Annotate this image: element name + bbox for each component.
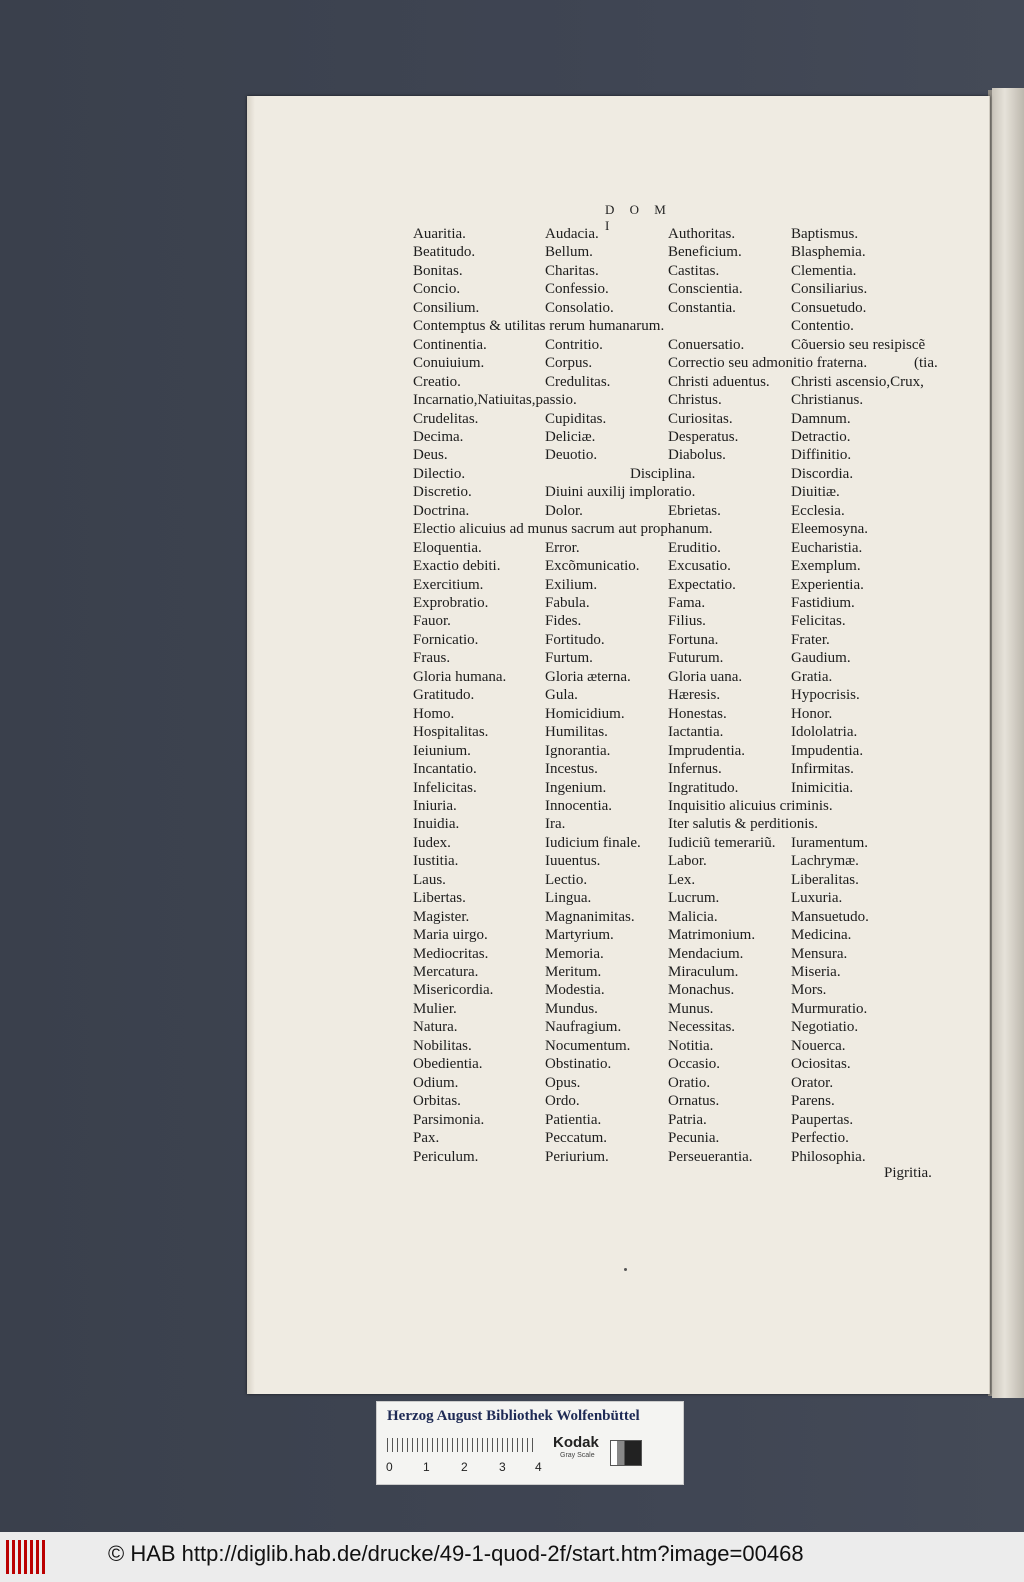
- index-term: Incestus.: [545, 761, 598, 777]
- index-term: Charitas.: [545, 263, 599, 279]
- index-term: Crudelitas.: [413, 411, 479, 427]
- index-term: Inimicitia.: [791, 780, 854, 796]
- index-term: Fornicatio.: [413, 632, 479, 648]
- index-term: Continentia.: [413, 337, 487, 353]
- index-term: Castitas.: [668, 263, 720, 279]
- ruler-number: 1: [423, 1460, 430, 1474]
- index-term: Filius.: [668, 613, 706, 629]
- index-term: Paupertas.: [791, 1112, 854, 1128]
- index-term: Misericordia.: [413, 982, 494, 998]
- index-term: Lucrum.: [668, 890, 720, 906]
- index-term: Fama.: [668, 595, 706, 611]
- hab-logo-icon: [6, 1540, 46, 1574]
- ruler-number: 2: [461, 1460, 468, 1474]
- running-head: D O M I: [605, 202, 672, 233]
- index-term: Ebrietas.: [668, 503, 721, 519]
- index-term: Philosophia.: [791, 1149, 866, 1165]
- index-term: Gula.: [545, 687, 578, 703]
- index-term: Futurum.: [668, 650, 724, 666]
- index-term: Contemptus & utilitas rerum humanarum.: [413, 318, 665, 334]
- index-term: Eucharistia.: [791, 540, 863, 556]
- index-term: Diabolus.: [668, 447, 726, 463]
- index-term: Ingratitudo.: [668, 780, 739, 796]
- index-term: Hæresis.: [668, 687, 721, 703]
- index-term: Auaritia.: [413, 226, 466, 242]
- index-term: Perfectio.: [791, 1130, 849, 1146]
- index-term: Consolatio.: [545, 300, 614, 316]
- index-term: Eloquentia.: [413, 540, 482, 556]
- index-term: Cupiditas.: [545, 411, 607, 427]
- index-term: Exprobratio.: [413, 595, 489, 611]
- index-term: Mediocritas.: [413, 946, 489, 962]
- index-term: Exilium.: [545, 577, 598, 593]
- index-term: Confessio.: [545, 281, 609, 297]
- index-term: Ieiunium.: [413, 743, 471, 759]
- index-term: Modestia.: [545, 982, 605, 998]
- index-term: Doctrina.: [413, 503, 470, 519]
- ruler-number: 3: [499, 1460, 506, 1474]
- index-term: Discretio.: [413, 484, 472, 500]
- index-term: Monachus.: [668, 982, 735, 998]
- index-term: Munus.: [668, 1001, 714, 1017]
- index-term: Periurium.: [545, 1149, 609, 1165]
- index-term: Fides.: [545, 613, 582, 629]
- index-term: Martyrium.: [545, 927, 614, 943]
- index-term: Meritum.: [545, 964, 602, 980]
- source-url-text[interactable]: © HAB http://diglib.hab.de/drucke/49-1-quod-2f/start.htm?image=00468: [108, 1541, 804, 1566]
- index-term: Damnum.: [791, 411, 851, 427]
- index-term: Lectio.: [545, 872, 588, 888]
- index-term: Notitia.: [668, 1038, 714, 1054]
- index-term: Conuiuium.: [413, 355, 485, 371]
- index-term: Honestas.: [668, 706, 727, 722]
- index-term: Miraculum.: [668, 964, 739, 980]
- index-term: Deus.: [413, 447, 448, 463]
- index-term: Orator.: [791, 1075, 834, 1091]
- index-term: Contritio.: [545, 337, 603, 353]
- index-term: Credulitas.: [545, 374, 611, 390]
- index-term: Orbitas.: [413, 1093, 461, 1109]
- index-term: Lachrymæ.: [791, 853, 859, 869]
- index-term: Necessitas.: [668, 1019, 736, 1035]
- index-term: Gloria humana.: [413, 669, 507, 685]
- index-term: Excõmunicatio.: [545, 558, 640, 574]
- index-term: Ira.: [545, 816, 566, 832]
- index-term: Matrimonium.: [668, 927, 756, 943]
- index-term: Iudicium finale.: [545, 835, 641, 851]
- index-term: Gloria æterna.: [545, 669, 631, 685]
- index-term: Patria.: [668, 1112, 707, 1128]
- index-term: Mercatura.: [413, 964, 479, 980]
- index-term: Correctio seu admonitio fraterna.: [668, 355, 868, 371]
- index-term: Lingua.: [545, 890, 592, 906]
- index-term: Pax.: [413, 1130, 440, 1146]
- index-term: Iudex.: [413, 835, 451, 851]
- index-term: Beatitudo.: [413, 244, 476, 260]
- index-term: Expectatio.: [668, 577, 736, 593]
- index-term: Homicidium.: [545, 706, 625, 722]
- index-term: Detractio.: [791, 429, 851, 445]
- index-term: Ociositas.: [791, 1056, 851, 1072]
- index-term: Naufragium.: [545, 1019, 622, 1035]
- index-term: Incantatio.: [413, 761, 477, 777]
- index-term: Periculum.: [413, 1149, 479, 1165]
- index-term: Contentio.: [791, 318, 854, 334]
- index-term: Audacia.: [545, 226, 599, 242]
- index-term: Innocentia.: [545, 798, 613, 814]
- index-term: Memoria.: [545, 946, 604, 962]
- index-term: Imprudentia.: [668, 743, 746, 759]
- index-term: Maria uirgo.: [413, 927, 488, 943]
- index-term: Murmuratio.: [791, 1001, 868, 1017]
- index-term: Concio.: [413, 281, 461, 297]
- index-term: Dilectio.: [413, 466, 466, 482]
- index-term: Consilium.: [413, 300, 480, 316]
- index-term: Diffinitio.: [791, 447, 852, 463]
- index-term: Blasphemia.: [791, 244, 866, 260]
- index-term: Christus.: [668, 392, 722, 408]
- index-term: Baptismus.: [791, 226, 859, 242]
- index-term: Iudiciũ temerariũ.: [668, 835, 776, 851]
- kodak-brand: Kodak: [553, 1434, 599, 1451]
- index-term: Eleemosyna.: [791, 521, 869, 537]
- index-term: Magnanimitas.: [545, 909, 635, 925]
- index-term: Oratio.: [668, 1075, 711, 1091]
- index-term: Inuidia.: [413, 816, 460, 832]
- index-term: Infelicitas.: [413, 780, 477, 796]
- index-term: Clementia.: [791, 263, 857, 279]
- index-term: Gratitudo.: [413, 687, 475, 703]
- index-term: Laus.: [413, 872, 446, 888]
- index-term: Natura.: [413, 1019, 458, 1035]
- index-term: Iniuria.: [413, 798, 457, 814]
- index-term: Cõuersio seu resipiscẽ: [791, 337, 926, 353]
- index-term: Constantia.: [668, 300, 736, 316]
- index-term: Odium.: [413, 1075, 459, 1091]
- index-term: Honor.: [791, 706, 833, 722]
- index-term: Perseuerantia.: [668, 1149, 753, 1165]
- index-term: Fastidium.: [791, 595, 855, 611]
- next-page-strip: [992, 88, 1024, 1398]
- index-term: Fraus.: [413, 650, 451, 666]
- index-term: Hospitalitas.: [413, 724, 489, 740]
- index-term: Iter salutis & perditionis.: [668, 816, 818, 832]
- index-term: Christi aduentus.: [668, 374, 770, 390]
- index-term: Iactantia.: [668, 724, 724, 740]
- index-term: Disciplina.: [630, 466, 696, 482]
- index-term: Creatio.: [413, 374, 461, 390]
- index-term: Gloria uana.: [668, 669, 743, 685]
- index-term: Occasio.: [668, 1056, 721, 1072]
- index-term: Frater.: [791, 632, 830, 648]
- index-term: Felicitas.: [791, 613, 846, 629]
- index-term: Liberalitas.: [791, 872, 859, 888]
- index-term: Curiositas.: [668, 411, 733, 427]
- ruler-number: 4: [535, 1460, 542, 1474]
- index-term: Infernus.: [668, 761, 722, 777]
- index-term: Electio alicuius ad munus sacrum aut prophanum.: [413, 521, 713, 537]
- index-term: Medicina.: [791, 927, 852, 943]
- gray-scale-label: Gray Scale: [560, 1452, 595, 1459]
- index-term: Parsimonia.: [413, 1112, 485, 1128]
- index-term: Mensura.: [791, 946, 848, 962]
- index-term: Pecunia.: [668, 1130, 720, 1146]
- color-bar: [376, 1401, 684, 1485]
- footer-bar: [0, 1532, 1024, 1582]
- index-term: Obstinatio.: [545, 1056, 612, 1072]
- index-term: Bonitas.: [413, 263, 463, 279]
- index-term: Nocumentum.: [545, 1038, 631, 1054]
- index-term: Desperatus.: [668, 429, 739, 445]
- index-term: Beneficium.: [668, 244, 742, 260]
- index-term: Malicia.: [668, 909, 718, 925]
- index-term: Conscientia.: [668, 281, 743, 297]
- index-term: Exactio debiti.: [413, 558, 501, 574]
- index-term: Iuuentus.: [545, 853, 601, 869]
- book-page: [247, 96, 990, 1394]
- index-term: Incarnatio,Natiuitas,passio.: [413, 392, 577, 408]
- index-term: Mendacium.: [668, 946, 744, 962]
- index-term: Iustitia.: [413, 853, 459, 869]
- index-term: Obedientia.: [413, 1056, 483, 1072]
- library-name: Herzog August Bibliothek Wolfenbüttel: [387, 1408, 640, 1424]
- index-term: Bellum.: [545, 244, 593, 260]
- index-term: Authoritas.: [668, 226, 736, 242]
- index-term: Ornatus.: [668, 1093, 720, 1109]
- index-term: Lex.: [668, 872, 696, 888]
- gray-swatch: [610, 1440, 642, 1466]
- index-term: Impudentia.: [791, 743, 864, 759]
- index-term: Experientia.: [791, 577, 864, 593]
- index-term: Christi ascensio,Crux,: [791, 374, 924, 390]
- index-term: Ignorantia.: [545, 743, 611, 759]
- index-term: Dolor.: [545, 503, 583, 519]
- index-term: Decima.: [413, 429, 464, 445]
- index-term: Diuini auxilij imploratio.: [545, 484, 696, 500]
- index-term: Furtum.: [545, 650, 593, 666]
- index-term: Mansuetudo.: [791, 909, 869, 925]
- index-term: Diuitiæ.: [791, 484, 840, 500]
- index-term: Idololatria.: [791, 724, 858, 740]
- index-term: Inquisitio alicuius criminis.: [668, 798, 833, 814]
- index-term: Mundus.: [545, 1001, 598, 1017]
- index-term: Iuramentum.: [791, 835, 869, 851]
- index-term: Fortuna.: [668, 632, 719, 648]
- index-term: Patientia.: [545, 1112, 602, 1128]
- index-term: Discordia.: [791, 466, 854, 482]
- index-term: Libertas.: [413, 890, 466, 906]
- ruler-number: 0: [386, 1460, 393, 1474]
- index-term: Exemplum.: [791, 558, 861, 574]
- index-term: Fortitudo.: [545, 632, 605, 648]
- index-term: Labor.: [668, 853, 707, 869]
- index-term: Opus.: [545, 1075, 581, 1091]
- index-term: Luxuria.: [791, 890, 843, 906]
- index-term: Ordo.: [545, 1093, 580, 1109]
- index-term: Homo.: [413, 706, 455, 722]
- index-term: Excusatio.: [668, 558, 731, 574]
- index-term: Nobilitas.: [413, 1038, 472, 1054]
- index-term: (tia.: [914, 355, 938, 371]
- index-term: Nouerca.: [791, 1038, 846, 1054]
- index-term: Magister.: [413, 909, 470, 925]
- index-term: Corpus.: [545, 355, 593, 371]
- index-term: Mulier.: [413, 1001, 457, 1017]
- index-term: Ingenium.: [545, 780, 607, 796]
- index-term: Fauor.: [413, 613, 451, 629]
- index-term: Deliciæ.: [545, 429, 596, 445]
- index-term: Infirmitas.: [791, 761, 854, 777]
- index-term: Deuotio.: [545, 447, 598, 463]
- page-speck: [624, 1268, 627, 1271]
- index-term: Humilitas.: [545, 724, 608, 740]
- index-term: Exercitium.: [413, 577, 484, 593]
- index-term: Peccatum.: [545, 1130, 608, 1146]
- index-term: Eruditio.: [668, 540, 721, 556]
- index-term: Miseria.: [791, 964, 841, 980]
- index-term: Consiliarius.: [791, 281, 868, 297]
- index-term: Conuersatio.: [668, 337, 745, 353]
- index-term: Consuetudo.: [791, 300, 867, 316]
- index-term: Mors.: [791, 982, 827, 998]
- index-term: Gratia.: [791, 669, 833, 685]
- index-term: Error.: [545, 540, 580, 556]
- index-term: Hypocrisis.: [791, 687, 860, 703]
- index-term: Parens.: [791, 1093, 835, 1109]
- index-term: Ecclesia.: [791, 503, 845, 519]
- ruler-scale: [387, 1438, 537, 1452]
- index-term: Gaudium.: [791, 650, 851, 666]
- catchword: Pigritia.: [884, 1165, 932, 1181]
- index-term: Negotiatio.: [791, 1019, 859, 1035]
- index-term: Fabula.: [545, 595, 590, 611]
- index-term: Christianus.: [791, 392, 864, 408]
